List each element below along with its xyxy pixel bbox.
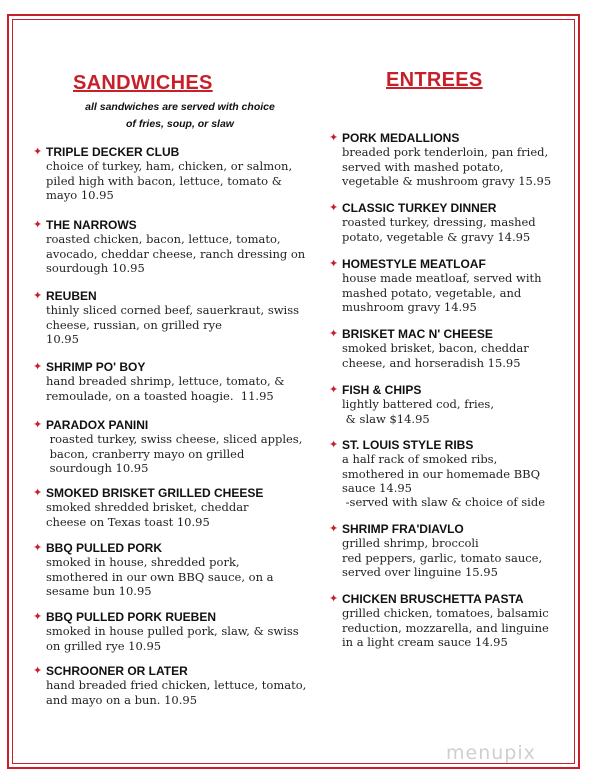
menu-item-description-line: breaded pork tenderloin, pan fried, [342,145,549,160]
menu-item-name: THE NARROWS [46,218,137,232]
menu-item-name: BBQ PULLED PORK [46,541,163,555]
menu-item-description [46,555,316,598]
menu-item-description-line: house made meatloaf, served with [342,271,542,286]
menu-item-description-line: hand breaded shrimp, lettuce, tomato, & [46,374,285,389]
menu-item-description-line: a half rack of smoked ribs, [342,452,498,467]
menu-item-name: PARADOX PANINI [46,418,149,432]
menu-item-description [46,432,316,475]
menu-item [33,610,316,653]
menu-item-description [342,536,567,579]
menu-item-description-line: cheese on Texas toast 10.95 [46,514,210,529]
menu-item-description-line: grilled chicken, tomatoes, balsamic [342,606,549,621]
menu-item [33,360,316,403]
menu-item-description-line: sourdough 10.95 [46,260,145,275]
menu-item-name: PORK MEDALLIONS [342,131,460,145]
menu-item-description-line: bacon, cranberry mayo on grilled [46,446,245,461]
menu-item-description-line: sauce 14.95 [342,480,412,495]
menu-item-description [46,624,316,653]
menu-item [33,541,316,598]
entrees-heading: ENTREES [386,69,483,91]
menu-item-name: FISH & CHIPS [342,383,422,397]
menu-item [33,218,316,275]
menu-item-name: BBQ PULLED PORK RUEBEN [46,610,217,624]
menu-item-description-line: served over linguine 15.95 [342,564,498,579]
star-bullet-icon: ✦ [33,486,43,499]
menu-item [33,418,316,475]
menu-item-description-line: served with mashed potato, [342,159,504,174]
menu-item-description-line: lightly battered cod, fries, [342,397,494,412]
menu-item-name: CHICKEN BRUSCHETTA PASTA [342,592,524,606]
menu-item-name: TRIPLE DECKER CLUB [46,145,180,159]
menu-item-description-line: vegetable & mushroom gravy 15.95 [342,173,552,188]
menu-item-name: SCHROONER OR LATER [46,664,188,678]
menu-item [329,327,567,370]
menu-item [329,438,567,510]
star-bullet-icon: ✦ [33,145,43,158]
menu-item-description-line: mashed potato, vegetable, and [342,285,522,300]
menu-item-description-line: red peppers, garlic, tomato sauce, [342,550,543,565]
menu-item-description [46,303,316,346]
menu-item-description-line: mushroom gravy 14.95 [342,299,477,314]
menu-item-description-line: remoulade, on a toasted hoagie. 11.95 [46,388,274,403]
menu-item-name: ST. LOUIS STYLE RIBS [342,438,474,452]
menu-item-description-line: smoked shredded brisket, cheddar [46,500,249,515]
menu-item-description [46,678,316,707]
star-bullet-icon: ✦ [33,418,43,431]
sandwiches-heading: SANDWICHES [73,72,213,94]
menu-item-description [342,452,567,509]
menu-item-description [342,397,567,426]
menu-item-description [46,159,316,202]
menu-item-name: SHRIMP FRA'DIAVLO [342,522,464,536]
menu-item-description-line: cheese, and horseradish 15.95 [342,355,521,370]
star-bullet-icon: ✦ [33,610,43,623]
menu-item-description-line: roasted turkey, swiss cheese, sliced apples, [46,432,303,447]
menu-item-description [342,606,567,649]
menu-item-description [342,271,567,314]
menu-item-description-line: & slaw $14.95 [342,411,430,426]
menu-item-description-line: smoked in house pulled pork, slaw, & swiss [46,624,299,639]
menu-item-description [342,215,567,244]
menu-item-description-line: mayo 10.95 [46,187,114,202]
star-bullet-icon: ✦ [329,257,339,270]
menu-item-description-line: potato, vegetable & gravy 14.95 [342,229,531,244]
menu-item-description-line: hand breaded fried chicken, lettuce, tomato, [46,678,307,693]
menu-item-description-line: thinly sliced corned beef, sauerkraut, swiss [46,303,300,318]
menu-item [329,257,567,314]
menu-item-name: SHRIMP PO' BOY [46,360,146,374]
menu-item-name: BRISKET MAC N' CHEESE [342,327,493,341]
star-bullet-icon: ✦ [33,360,43,373]
menu-item-description-line: -served with slaw & choice of side [342,495,546,510]
menu-item-name: SMOKED BRISKET GRILLED CHEESE [46,486,264,500]
menu-item-description [342,341,567,370]
menu-item [33,664,316,707]
menu-item [329,522,567,579]
menu-item-description-line: smoked brisket, bacon, cheddar [342,341,529,356]
watermark: menupix [446,742,536,764]
menu-item-description-line: in a light cream sauce 14.95 [342,634,508,649]
menu-item [33,486,316,529]
menu-item-description [46,232,316,275]
menu-item-description-line: on grilled rye 10.95 [46,638,162,653]
menu-item-description-line: 10.95 [46,331,79,346]
menu-item-description-line: avocado, cheddar cheese, ranch dressing on [46,246,306,261]
menu-item-name: CLASSIC TURKEY DINNER [342,201,497,215]
menu-item-description-line: reduction, mozzarella, and linguine [342,620,549,635]
star-bullet-icon: ✦ [329,327,339,340]
menu-item-name: REUBEN [46,289,97,303]
star-bullet-icon: ✦ [33,218,43,231]
star-bullet-icon: ✦ [33,289,43,302]
menu-item-description [46,500,316,529]
menu-item-description-line: grilled shrimp, broccoli [342,536,479,551]
star-bullet-icon: ✦ [329,383,339,396]
menu-item [329,592,567,649]
star-bullet-icon: ✦ [33,541,43,554]
menu-item-description [342,145,567,188]
sandwiches-subtitle-line2: of fries, soup, or slaw [126,118,234,130]
star-bullet-icon: ✦ [33,664,43,677]
menu-item-description-line: sesame bun 10.95 [46,583,152,598]
menu-item-description-line: choice of turkey, ham, chicken, or salmon, [46,159,293,174]
menu-item-description [46,374,316,403]
menu-item-description-line: sourdough 10.95 [46,460,149,475]
menu-item [329,131,567,188]
menu-item-description-line: and mayo on a bun. 10.95 [46,692,198,707]
menu-item-description-line: smothered in our own BBQ sauce, on a [46,569,274,584]
star-bullet-icon: ✦ [329,201,339,214]
menu-item-name: HOMESTYLE MEATLOAF [342,257,486,271]
menu-item-description-line: piled high with bacon, lettuce, tomato & [46,173,282,188]
menu-item [329,383,567,426]
menu-item-description-line: smoked in house, shredded pork, [46,555,240,570]
menu-item-description-line: roasted turkey, dressing, mashed [342,215,536,230]
star-bullet-icon: ✦ [329,438,339,451]
star-bullet-icon: ✦ [329,131,339,144]
star-bullet-icon: ✦ [329,522,339,535]
menu-item-description-line: smothered in our homemade BBQ [342,466,541,481]
star-bullet-icon: ✦ [329,592,339,605]
sandwiches-subtitle-line1: all sandwiches are served with choice [85,101,275,113]
menu-item [33,145,316,202]
menu-item-description-line: roasted chicken, bacon, lettuce, tomato, [46,232,281,247]
menu-item [329,201,567,244]
menu-item-description-line: cheese, russian, on grilled rye [46,317,222,332]
menu-item [33,289,316,346]
